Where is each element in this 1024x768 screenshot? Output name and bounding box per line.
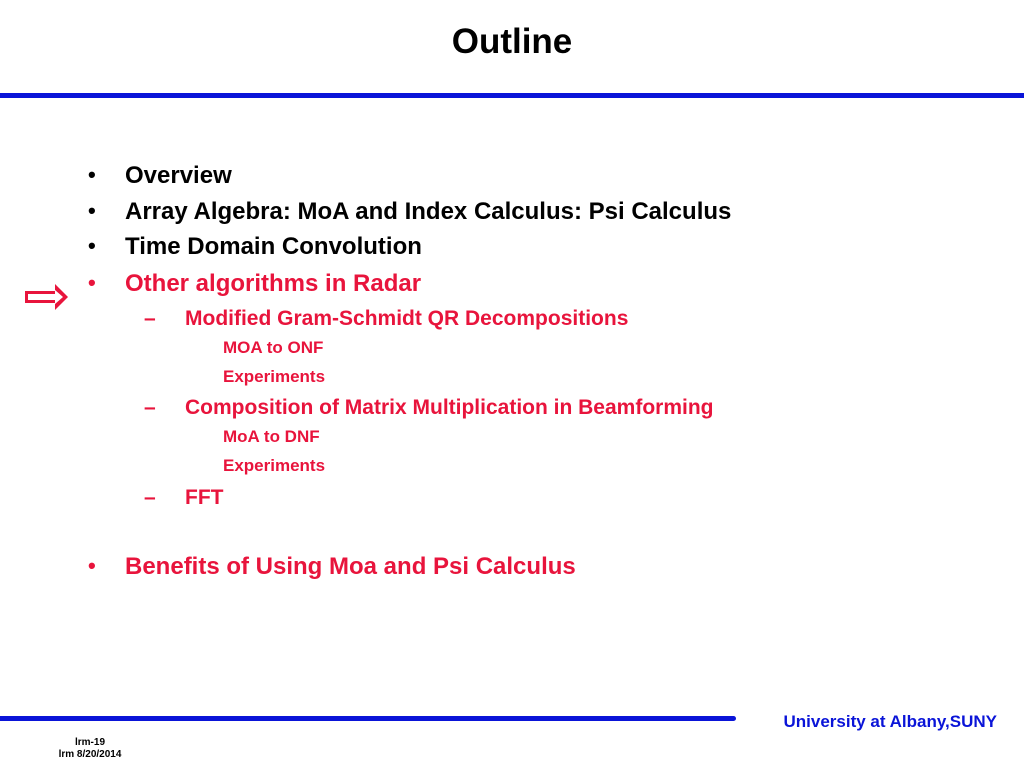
bullet: • xyxy=(88,162,96,187)
outline-item-label: Time Domain Convolution xyxy=(125,233,422,260)
slide-id: lrm-19 xyxy=(74,737,105,748)
title-divider xyxy=(0,93,1024,98)
bullet: • xyxy=(88,553,96,578)
outline-item-label: Benefits of Using Moa and Psi Calculus xyxy=(125,553,576,580)
outline-subsubitem: MOA to ONF xyxy=(223,338,324,357)
outline-subsubitem: Experiments xyxy=(223,456,326,475)
slide-date: lrm 8/20/2014 xyxy=(58,749,122,760)
dash-bullet: – xyxy=(144,307,156,330)
outline-item-label: Other algorithms in Radar xyxy=(125,270,422,297)
dash-bullet: – xyxy=(144,396,156,419)
right-arrow-icon xyxy=(25,283,69,311)
bullet: • xyxy=(88,233,96,258)
outline-subitem-label: Modified Gram-Schmidt QR Decompositions xyxy=(185,307,629,330)
outline-subitem-label: FFT xyxy=(185,486,224,509)
footer-slide-meta xyxy=(52,737,128,761)
outline-subitem-label: Composition of Matrix Multiplication in Beamforming xyxy=(185,396,714,419)
outline-item-label: Array Algebra: MoA and Index Calculus: Psi Calculus xyxy=(125,198,732,225)
bullet: • xyxy=(88,198,96,223)
footer-divider xyxy=(0,716,736,721)
slide-title: Outline xyxy=(451,22,573,61)
outline-item-label: Overview xyxy=(125,162,232,189)
bullet: • xyxy=(88,270,96,295)
outline-subsubitem: Experiments xyxy=(223,367,326,386)
outline-subsubitem: MoA to DNF xyxy=(223,427,320,446)
dash-bullet: – xyxy=(144,486,156,509)
footer-organization: University at Albany,SUNY xyxy=(783,712,997,731)
